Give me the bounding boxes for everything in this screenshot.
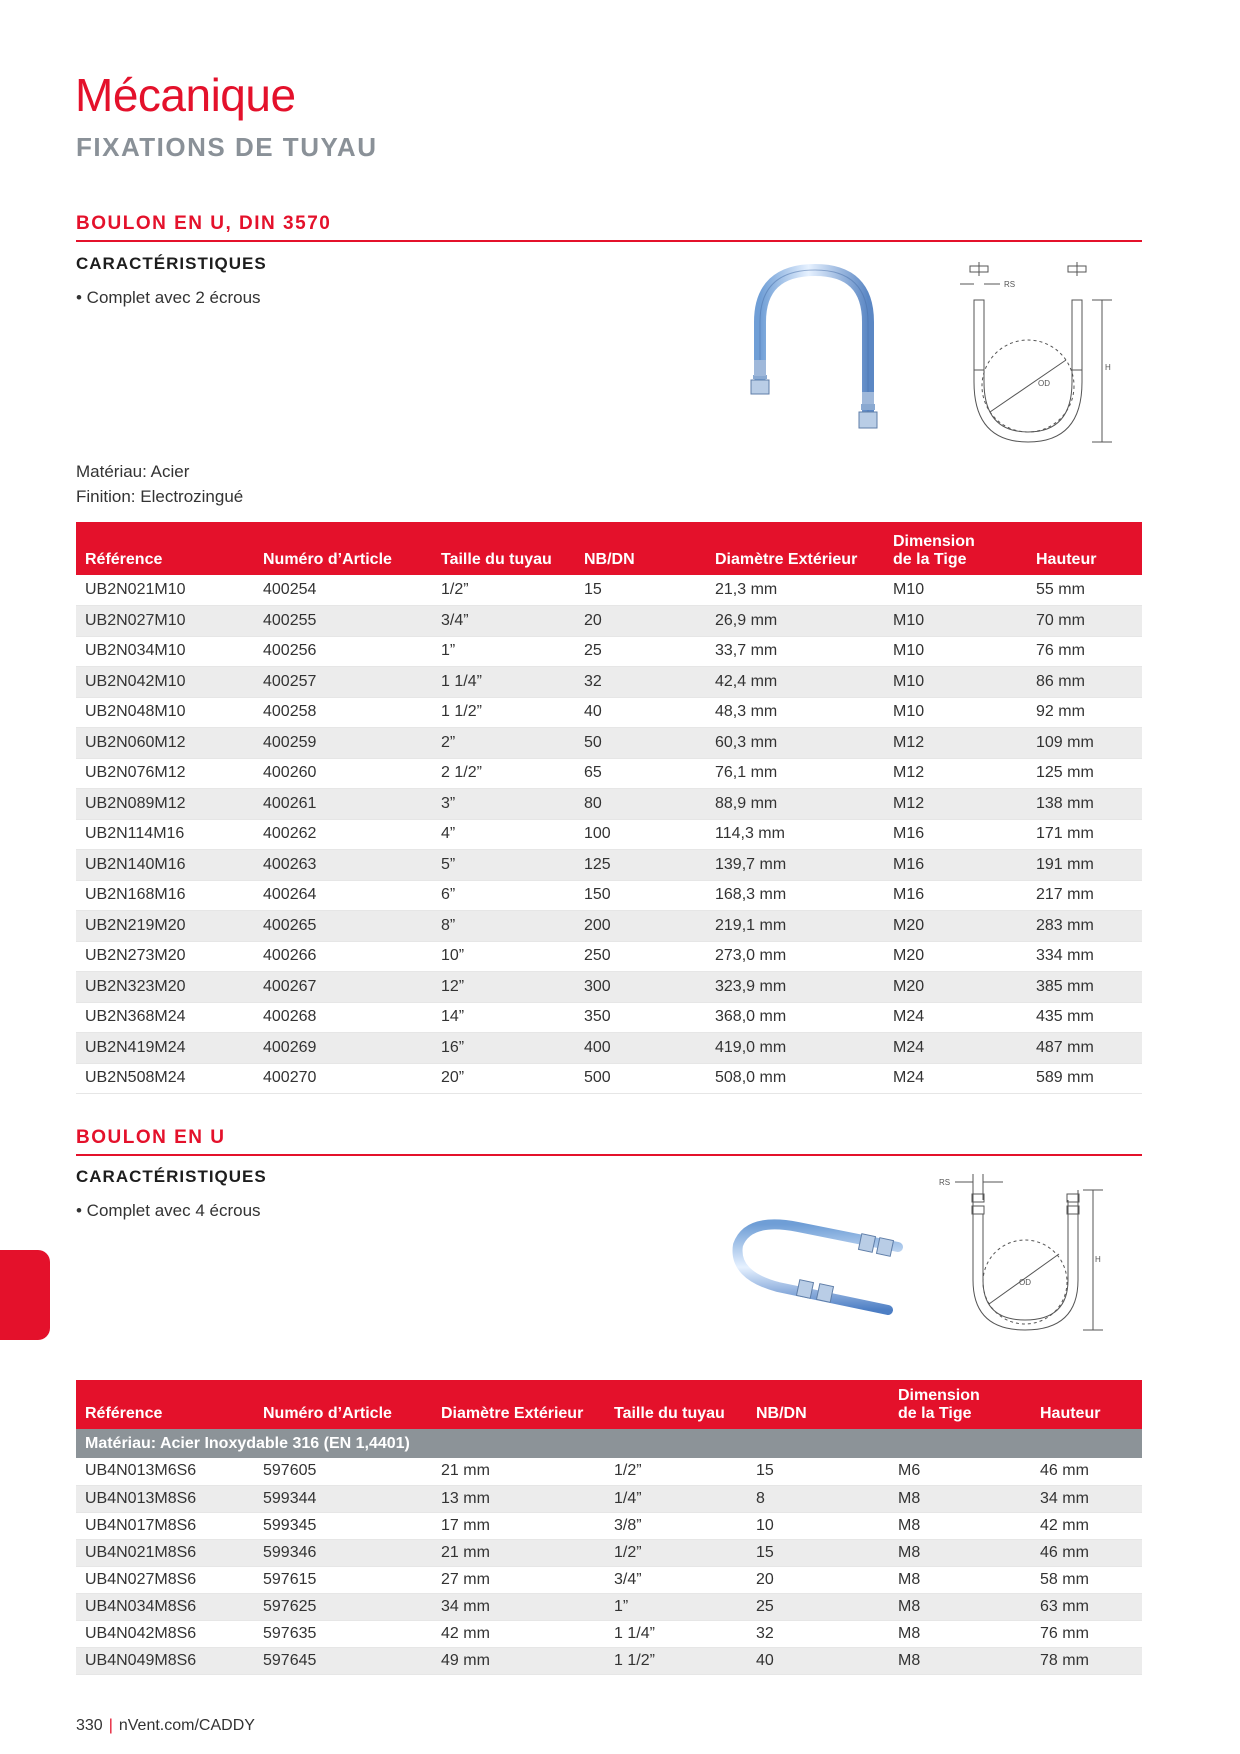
table-cell: 3/4” (432, 606, 575, 637)
table-cell: 15 (747, 1539, 889, 1566)
table-cell: 400261 (254, 789, 432, 820)
column-header: Numéro d’Article (254, 1380, 432, 1429)
table-cell: 14” (432, 1002, 575, 1033)
table-cell: 20 (747, 1566, 889, 1593)
column-header: NB/DN (747, 1380, 889, 1429)
table-row (76, 819, 1142, 850)
u-bolt-diagram (950, 262, 1115, 447)
table-cell: M16 (884, 850, 1027, 881)
table-cell: 10” (432, 941, 575, 972)
table-cell: UB4N021M8S6 (76, 1539, 254, 1566)
diagram-label-od: OD (1038, 379, 1050, 388)
table-cell: 597605 (254, 1458, 432, 1485)
table-cell: 597615 (254, 1566, 432, 1593)
table-cell: 40 (575, 697, 706, 728)
page-subtitle: FIXATIONS DE TUYAU (76, 132, 378, 162)
table-cell: 109 mm (1027, 728, 1142, 759)
section-title-u-bolt: BOULON EN U (76, 1127, 226, 1148)
table-cell: 487 mm (1027, 1033, 1142, 1064)
table-cell: M8 (889, 1647, 1031, 1674)
table-cell: 27 mm (432, 1566, 605, 1593)
table-cell: 1 1/4” (605, 1620, 747, 1647)
table-cell: 25 (575, 636, 706, 667)
table-cell: 4” (432, 819, 575, 850)
page-title: Mécanique (75, 69, 296, 121)
material-subheader: Matériau: Acier Inoxydable 316 (EN 1,4401) (76, 1429, 1142, 1458)
column-header: Taille du tuyau (432, 522, 575, 575)
table-cell: 80 (575, 789, 706, 820)
table-cell: 65 (575, 758, 706, 789)
section-divider (76, 1154, 1142, 1156)
table-cell: 114,3 mm (706, 819, 884, 850)
din3570-spec-table (76, 522, 1142, 1094)
table-cell: 400254 (254, 575, 432, 606)
table-row (76, 636, 1142, 667)
table-cell: 76,1 mm (706, 758, 884, 789)
table-cell: 508,0 mm (706, 1063, 884, 1094)
table-row (76, 575, 1142, 606)
table-cell: 400268 (254, 1002, 432, 1033)
table-cell: 419,0 mm (706, 1033, 884, 1064)
table-cell: M24 (884, 1033, 1027, 1064)
table-cell: M8 (889, 1485, 1031, 1512)
table-cell: 21 mm (432, 1458, 605, 1485)
table-cell: 597645 (254, 1647, 432, 1674)
material-subheader-row (76, 1429, 1142, 1458)
table-cell: UB2N027M10 (76, 606, 254, 637)
table-cell: 400263 (254, 850, 432, 881)
table-cell: 368,0 mm (706, 1002, 884, 1033)
table-cell: 1 1/4” (432, 667, 575, 698)
table-cell: 597635 (254, 1620, 432, 1647)
table-row (76, 1620, 1142, 1647)
table-cell: 191 mm (1027, 850, 1142, 881)
table-cell: 2 1/2” (432, 758, 575, 789)
table-cell: 32 (747, 1620, 889, 1647)
table-cell: 70 mm (1027, 606, 1142, 637)
table-cell: 42 mm (1031, 1512, 1142, 1539)
table-row (76, 850, 1142, 881)
table-cell: 25 (747, 1593, 889, 1620)
table-cell: 46 mm (1031, 1458, 1142, 1485)
section-title-din3570: BOULON EN U, DIN 3570 (76, 213, 332, 234)
table-cell: 400262 (254, 819, 432, 850)
table-row (76, 1512, 1142, 1539)
page-footer (76, 1717, 255, 1735)
table-cell: M8 (889, 1539, 1031, 1566)
table-cell: 17 mm (432, 1512, 605, 1539)
table-row (76, 728, 1142, 759)
table-cell: 139,7 mm (706, 850, 884, 881)
table-row (76, 1566, 1142, 1593)
table-cell: 171 mm (1027, 819, 1142, 850)
table-cell: 42 mm (432, 1620, 605, 1647)
table-cell: 400257 (254, 667, 432, 698)
table-cell: 92 mm (1027, 697, 1142, 728)
table-cell: UB2N034M10 (76, 636, 254, 667)
table-cell: M8 (889, 1566, 1031, 1593)
table-cell: M12 (884, 758, 1027, 789)
table-cell: M16 (884, 819, 1027, 850)
table-cell: UB2N042M10 (76, 667, 254, 698)
table-cell: 76 mm (1031, 1620, 1142, 1647)
stainless-spec-table (76, 1380, 1142, 1675)
table-cell: 10 (747, 1512, 889, 1539)
table-cell: 400270 (254, 1063, 432, 1094)
table-cell: 150 (575, 880, 706, 911)
table-cell: 49 mm (432, 1647, 605, 1674)
table-cell: 400258 (254, 697, 432, 728)
table-cell: UB2N219M20 (76, 911, 254, 942)
table-cell: UB4N049M8S6 (76, 1647, 254, 1674)
table-cell: 13 mm (432, 1485, 605, 1512)
table-cell: M20 (884, 941, 1027, 972)
table-cell: 435 mm (1027, 1002, 1142, 1033)
table-cell: M10 (884, 667, 1027, 698)
table-cell: M8 (889, 1512, 1031, 1539)
table-cell: UB2N089M12 (76, 789, 254, 820)
table-cell: 40 (747, 1647, 889, 1674)
feature-bullet: • Complet avec 4 écrous (76, 1201, 261, 1220)
table-cell: 50 (575, 728, 706, 759)
feature-bullet: • Complet avec 2 écrous (76, 288, 261, 307)
table-cell: 5” (432, 850, 575, 881)
table-cell: 76 mm (1027, 636, 1142, 667)
table-cell: 599344 (254, 1485, 432, 1512)
table-cell: M16 (884, 880, 1027, 911)
section-divider (76, 240, 1142, 242)
table-cell: UB2N508M24 (76, 1063, 254, 1094)
table-cell: M12 (884, 789, 1027, 820)
table-cell: 34 mm (432, 1593, 605, 1620)
table-cell: 21 mm (432, 1539, 605, 1566)
table-cell: M24 (884, 1063, 1027, 1094)
material-text: Matériau: Acier (76, 462, 190, 481)
table-cell: 599346 (254, 1539, 432, 1566)
table-header-row (76, 1380, 1142, 1429)
table-cell: 63 mm (1031, 1593, 1142, 1620)
table-cell: 323,9 mm (706, 972, 884, 1003)
column-header: Taille du tuyau (605, 1380, 747, 1429)
table-row (76, 1593, 1142, 1620)
table-row (76, 1485, 1142, 1512)
finish-text: Finition: Electrozingué (76, 487, 244, 506)
table-cell: 385 mm (1027, 972, 1142, 1003)
column-header: Dimension de la Tige (884, 522, 1027, 575)
table-cell: UB2N060M12 (76, 728, 254, 759)
table-cell: 55 mm (1027, 575, 1142, 606)
table-cell: 200 (575, 911, 706, 942)
table-cell: 42,4 mm (706, 667, 884, 698)
table-cell: 1/2” (432, 575, 575, 606)
table-cell: 500 (575, 1063, 706, 1094)
table-row (76, 972, 1142, 1003)
table-cell: 400265 (254, 911, 432, 942)
table-cell: 15 (747, 1458, 889, 1485)
table-cell: 1 1/2” (432, 697, 575, 728)
table-cell: UB4N027M8S6 (76, 1566, 254, 1593)
table-cell: 400 (575, 1033, 706, 1064)
table-cell: UB2N021M10 (76, 575, 254, 606)
table-row (76, 697, 1142, 728)
table-cell: 283 mm (1027, 911, 1142, 942)
table-cell: 1/2” (605, 1539, 747, 1566)
table-cell: 6” (432, 880, 575, 911)
table-row (76, 789, 1142, 820)
table-cell: UB2N419M24 (76, 1033, 254, 1064)
column-header: Hauteur (1031, 1380, 1142, 1429)
table-row (76, 1458, 1142, 1485)
table-cell: M10 (884, 575, 1027, 606)
table-cell: M12 (884, 728, 1027, 759)
diagram-label-od: OD (1019, 1278, 1031, 1287)
table-cell: 219,1 mm (706, 911, 884, 942)
table-row (76, 606, 1142, 637)
table-cell: 60,3 mm (706, 728, 884, 759)
table-cell: 334 mm (1027, 941, 1142, 972)
column-header: NB/DN (575, 522, 706, 575)
table-cell: 400269 (254, 1033, 432, 1064)
table-cell: UB2N368M24 (76, 1002, 254, 1033)
table-cell: 8 (747, 1485, 889, 1512)
table-cell: 32 (575, 667, 706, 698)
footer-separator: | (108, 1717, 113, 1734)
table-cell: 48,3 mm (706, 697, 884, 728)
column-header: Diamètre Extérieur (706, 522, 884, 575)
footer-url[interactable]: nVent.com/CADDY (118, 1717, 255, 1734)
u-bolt-4-nuts-photo (728, 1205, 908, 1315)
table-cell: 8” (432, 911, 575, 942)
u-bolt-photo (740, 262, 890, 440)
table-row (76, 1002, 1142, 1033)
u-bolt-4-nuts-diagram (935, 1170, 1105, 1335)
table-cell: UB2N114M16 (76, 819, 254, 850)
table-row (76, 1033, 1142, 1064)
table-cell: M8 (889, 1620, 1031, 1647)
diagram-label-rs: RS (939, 1178, 951, 1187)
table-cell: 400255 (254, 606, 432, 637)
column-header: Référence (76, 1380, 254, 1429)
table-cell: 599345 (254, 1512, 432, 1539)
characteristics-heading: CARACTÉRISTIQUES (76, 1167, 267, 1186)
table-cell: M8 (889, 1593, 1031, 1620)
table-cell: 125 mm (1027, 758, 1142, 789)
table-cell: 1 1/2” (605, 1647, 747, 1674)
table-cell: 21,3 mm (706, 575, 884, 606)
table-cell: UB4N017M8S6 (76, 1512, 254, 1539)
table-cell: 1” (432, 636, 575, 667)
table-cell: UB2N140M16 (76, 850, 254, 881)
table-cell: 1/2” (605, 1458, 747, 1485)
table-cell: 20” (432, 1063, 575, 1094)
table-cell: 138 mm (1027, 789, 1142, 820)
table-cell: M10 (884, 697, 1027, 728)
table-cell: 217 mm (1027, 880, 1142, 911)
table-cell: 78 mm (1031, 1647, 1142, 1674)
table-cell: 300 (575, 972, 706, 1003)
table-row (76, 941, 1142, 972)
table-cell: UB4N013M8S6 (76, 1485, 254, 1512)
table-cell: M10 (884, 606, 1027, 637)
column-header: Hauteur (1027, 522, 1142, 575)
table-cell: 100 (575, 819, 706, 850)
table-cell: UB4N034M8S6 (76, 1593, 254, 1620)
table-header-row (76, 522, 1142, 575)
chapter-side-tab (0, 1250, 50, 1340)
table-row (76, 1539, 1142, 1566)
table-cell: 34 mm (1031, 1485, 1142, 1512)
table-cell: UB2N273M20 (76, 941, 254, 972)
column-header: Dimension de la Tige (889, 1380, 1031, 1429)
table-cell: 273,0 mm (706, 941, 884, 972)
characteristics-heading: CARACTÉRISTIQUES (76, 254, 267, 273)
diagram-label-h: H (1105, 363, 1111, 372)
table-cell: 2” (432, 728, 575, 759)
column-header: Référence (76, 522, 254, 575)
table-cell: UB4N013M6S6 (76, 1458, 254, 1485)
table-row (76, 758, 1142, 789)
table-cell: UB2N168M16 (76, 880, 254, 911)
table-cell: M6 (889, 1458, 1031, 1485)
diagram-label-h: H (1095, 1255, 1101, 1264)
table-cell: M10 (884, 636, 1027, 667)
table-cell: 88,9 mm (706, 789, 884, 820)
table-cell: UB2N048M10 (76, 697, 254, 728)
table-cell: 12” (432, 972, 575, 1003)
table-cell: 168,3 mm (706, 880, 884, 911)
table-cell: 3/8” (605, 1512, 747, 1539)
table-cell: UB2N076M12 (76, 758, 254, 789)
column-header: Diamètre Extérieur (432, 1380, 605, 1429)
table-cell: 16” (432, 1033, 575, 1064)
table-cell: 3/4” (605, 1566, 747, 1593)
table-cell: 1” (605, 1593, 747, 1620)
table-cell: 400259 (254, 728, 432, 759)
table-cell: UB4N042M8S6 (76, 1620, 254, 1647)
table-cell: 400264 (254, 880, 432, 911)
table-cell: M20 (884, 911, 1027, 942)
table-row (76, 667, 1142, 698)
table-cell: 125 (575, 850, 706, 881)
table-row (76, 1647, 1142, 1674)
table-cell: 400260 (254, 758, 432, 789)
table-row (76, 911, 1142, 942)
table-cell: UB2N323M20 (76, 972, 254, 1003)
table-cell: 400266 (254, 941, 432, 972)
table-cell: 597625 (254, 1593, 432, 1620)
table-cell: 58 mm (1031, 1566, 1142, 1593)
column-header: Numéro d’Article (254, 522, 432, 575)
table-cell: M24 (884, 1002, 1027, 1033)
table-cell: 20 (575, 606, 706, 637)
table-cell: 350 (575, 1002, 706, 1033)
table-cell: 15 (575, 575, 706, 606)
table-cell: 46 mm (1031, 1539, 1142, 1566)
table-row (76, 880, 1142, 911)
table-cell: 33,7 mm (706, 636, 884, 667)
table-cell: 250 (575, 941, 706, 972)
table-cell: 589 mm (1027, 1063, 1142, 1094)
table-cell: 26,9 mm (706, 606, 884, 637)
table-row (76, 1063, 1142, 1094)
table-cell: 86 mm (1027, 667, 1142, 698)
table-cell: 3” (432, 789, 575, 820)
diagram-label-rs: RS (1004, 280, 1016, 289)
table-cell: M20 (884, 972, 1027, 1003)
table-cell: 400256 (254, 636, 432, 667)
table-cell: 1/4” (605, 1485, 747, 1512)
table-cell: 400267 (254, 972, 432, 1003)
page-number: 330 (76, 1717, 103, 1734)
